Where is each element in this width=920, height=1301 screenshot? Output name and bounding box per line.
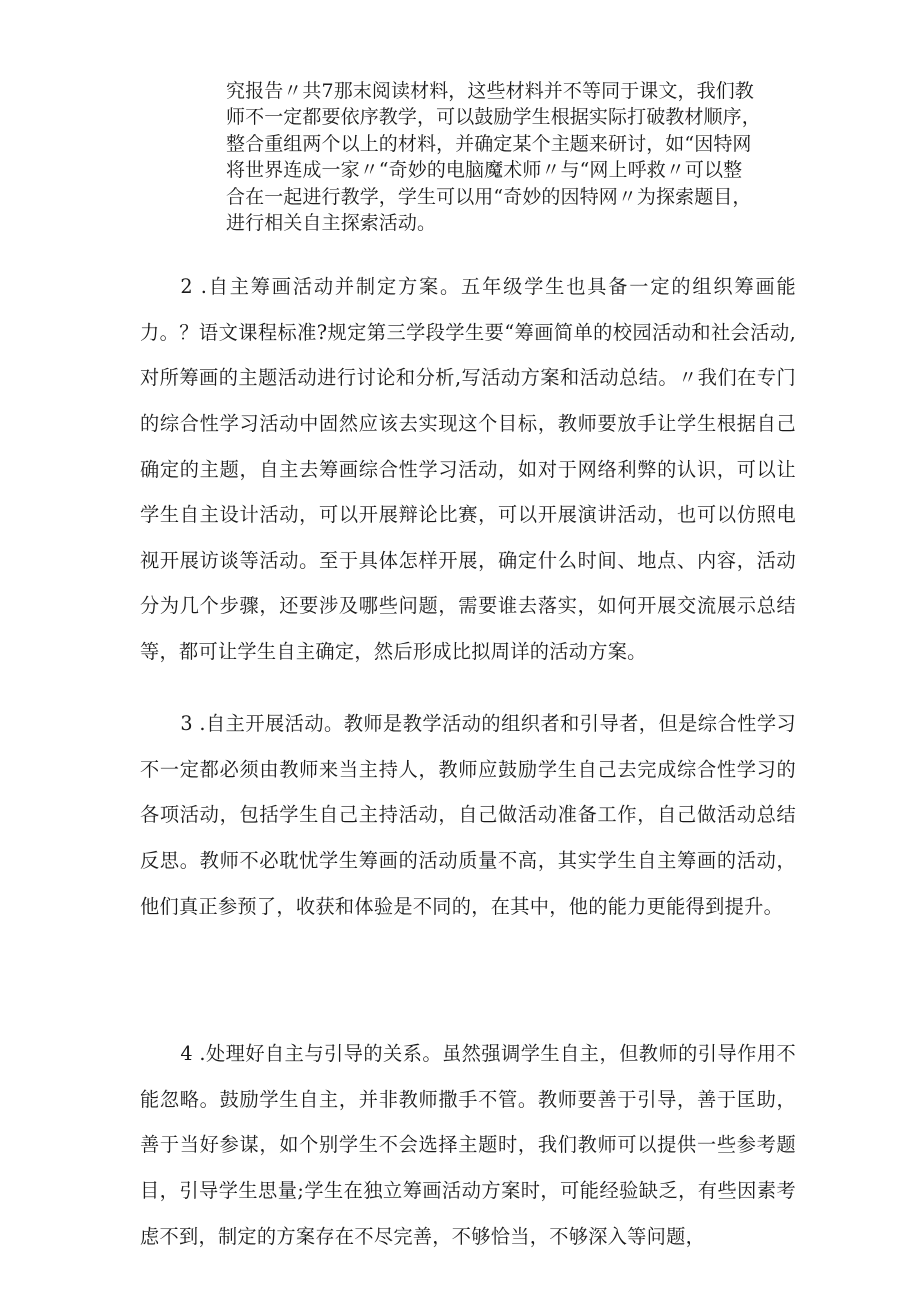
paragraph-4-guidance-relationship: 4 .处理好自主与引导的关系。虽然强调学生自主，但教师的引导作用不能忽略。鼓励学生自主，并非教师撒手不管。教师要善于引导，善于匡助，善于当好参谋，如个别学生不会选择主题时，我们教师可以提供一些参考题目，引导学生思量;学生在独立筹画活动方案时，可能经验缺乏，有些因素考虑不到，制定的方案存在不尽完善，不够恰当，不够深入等问题，	[140, 1042, 796, 1248]
paragraph-3-self-activities: 3 .自主开展活动。教师是教学活动的组织者和引导者，但是综合性学习不一定都必须由教师来当主持人，教师应鼓励学生自己去完成综合性学习的各项活动，包括学生自己主持活动，自己做活动准备工作，自己做活动总结反思。教师不必耽忧学生筹画的活动质量不高，其实学生自主筹画的活动，他们真正参预了，收获和体验是不同的，在其中，他的能力更能得到提升。	[140, 712, 796, 918]
continuation-text-block: 究报告〃共7那末阅读材料，这些材料并不等同于课文，我们教 师不一定都要依序教学，可以鼓励学生根据实际打破教材顺序， 整合重组两个以上的材料，并确定某个主题来研讨，如“因特网 将世界连成一家〃“奇妙的电脑魔术师〃与“网上呼救〃可以整 合在一起进行教学，学生可以用“奇妙的因特网〃为探索题目， 进行相关自主探索活动。	[226, 80, 761, 235]
paragraph-2-self-planning: 2 .自主筹画活动并制定方案。五年级学生也具备一定的组织筹画能力。？语文课程标准?规定第三学段学生要“筹画简单的校园活动和社会活动,对所筹画的主题活动进行讨论和分析,写活动方案和活动总结。〃我们在专门的综合性学习活动中固然应该去实现这个目标，教师要放手让学生根据自己确定的主题，自主去筹画综合性学习活动，如对于网络利弊的认识，可以让学生自主设计活动，可以开展辩论比赛，可以开展演讲活动，也可以仿照电视开展访谈等活动。至于具体怎样开展，确定什么时间、地点、内容，活动分为几个步骤，还要涉及哪些问题，需要谁去落实，如何开展交流展示总结等，都可让学生自主确定，然后形成比拟周详的活动方案。	[140, 275, 796, 663]
